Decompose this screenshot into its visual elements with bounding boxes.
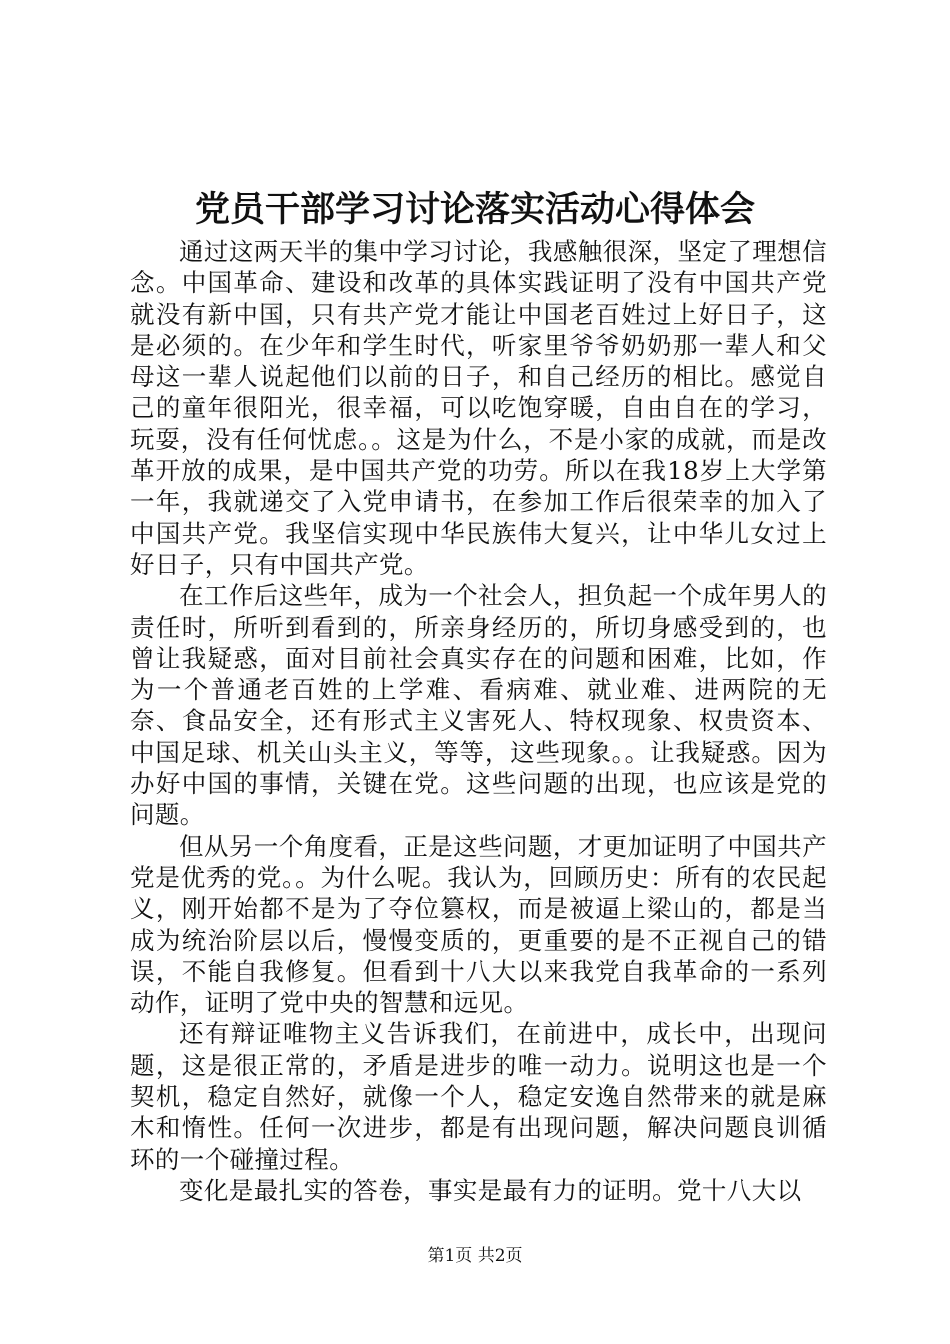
page-footer: 第1页 共2页 [427, 1246, 523, 1266]
document-body [130, 236, 827, 1206]
paragraph-5: 变化是最扎实的答卷，事实是最有力的证明。党十八大以 [179, 1175, 802, 1205]
paragraph-3: 但从另一个角度看，正是这些问题，才更加证明了中国共产党是优秀的党。。为什么呢。我认为，回顾历史：所有的农民起义，刚开始都不是为了夺位篡权，而是被逼上梁山的，都是当成为统治阶层以后，慢慢变质的，更重要的是不正视自己的错误，不能自我修复。但看到十八大以来我党自我革命的一系列动作，证明了党中央的智慧和远见。 [130, 831, 827, 1018]
document-title: 党员干部学习讨论落实活动心得体会 [194, 189, 755, 230]
paragraph-1: 通过这两天半的集中学习讨论，我感触很深，坚定了理想信念。中国革命、建设和改革的具体实践证明了没有中国共产党就没有新中国，只有共产党才能让中国老百姓过上好日子，这是必须的。在少年和学生时代，听家里爷爷奶奶那一辈人和父母这一辈人说起他们以前的日子，和自己经历的相比。感觉自己的童年很阳光，很幸福，可以吃饱穿暖，自由自在的学习，玩耍，没有任何忧虑。。这是为什么，不是小家的成就，而是改革开放的成果，是中国共产党的功劳。所以在我18岁上大学第一年，我就递交了入党申请书，在参加工作后很荣幸的加入了中国共产党。我坚信实现中华民族伟大复兴，让中华儿女过上好日子，只有中国共产党。 [130, 237, 827, 579]
paragraph-4: 还有辩证唯物主义告诉我们，在前进中，成长中，出现问题，这是很正常的，矛盾是进步的唯一动力。说明这也是一个契机，稳定自然好，就像一个人，稳定安逸自然带来的就是麻木和惰性。任何一次进步，都是有出现问题，解决问题良训循环的一个碰撞过程。 [130, 1019, 827, 1174]
paragraph-2: 在工作后这些年，成为一个社会人，担负起一个成年男人的责任时，所听到看到的，所亲身经历的，所切身感受到的，也曾让我疑惑，面对目前社会真实存在的问题和困难，比如，作为一个普通老百姓的上学难、看病难、就业难、进两院的无奈、食品安全，还有形式主义害死人、特权现象、权贵资本、中国足球、机关山头主义，等等，这些现象。。让我疑惑。因为办好中国的事情，关键在党。这些问题的出现，也应该是党的问题。 [130, 581, 827, 830]
